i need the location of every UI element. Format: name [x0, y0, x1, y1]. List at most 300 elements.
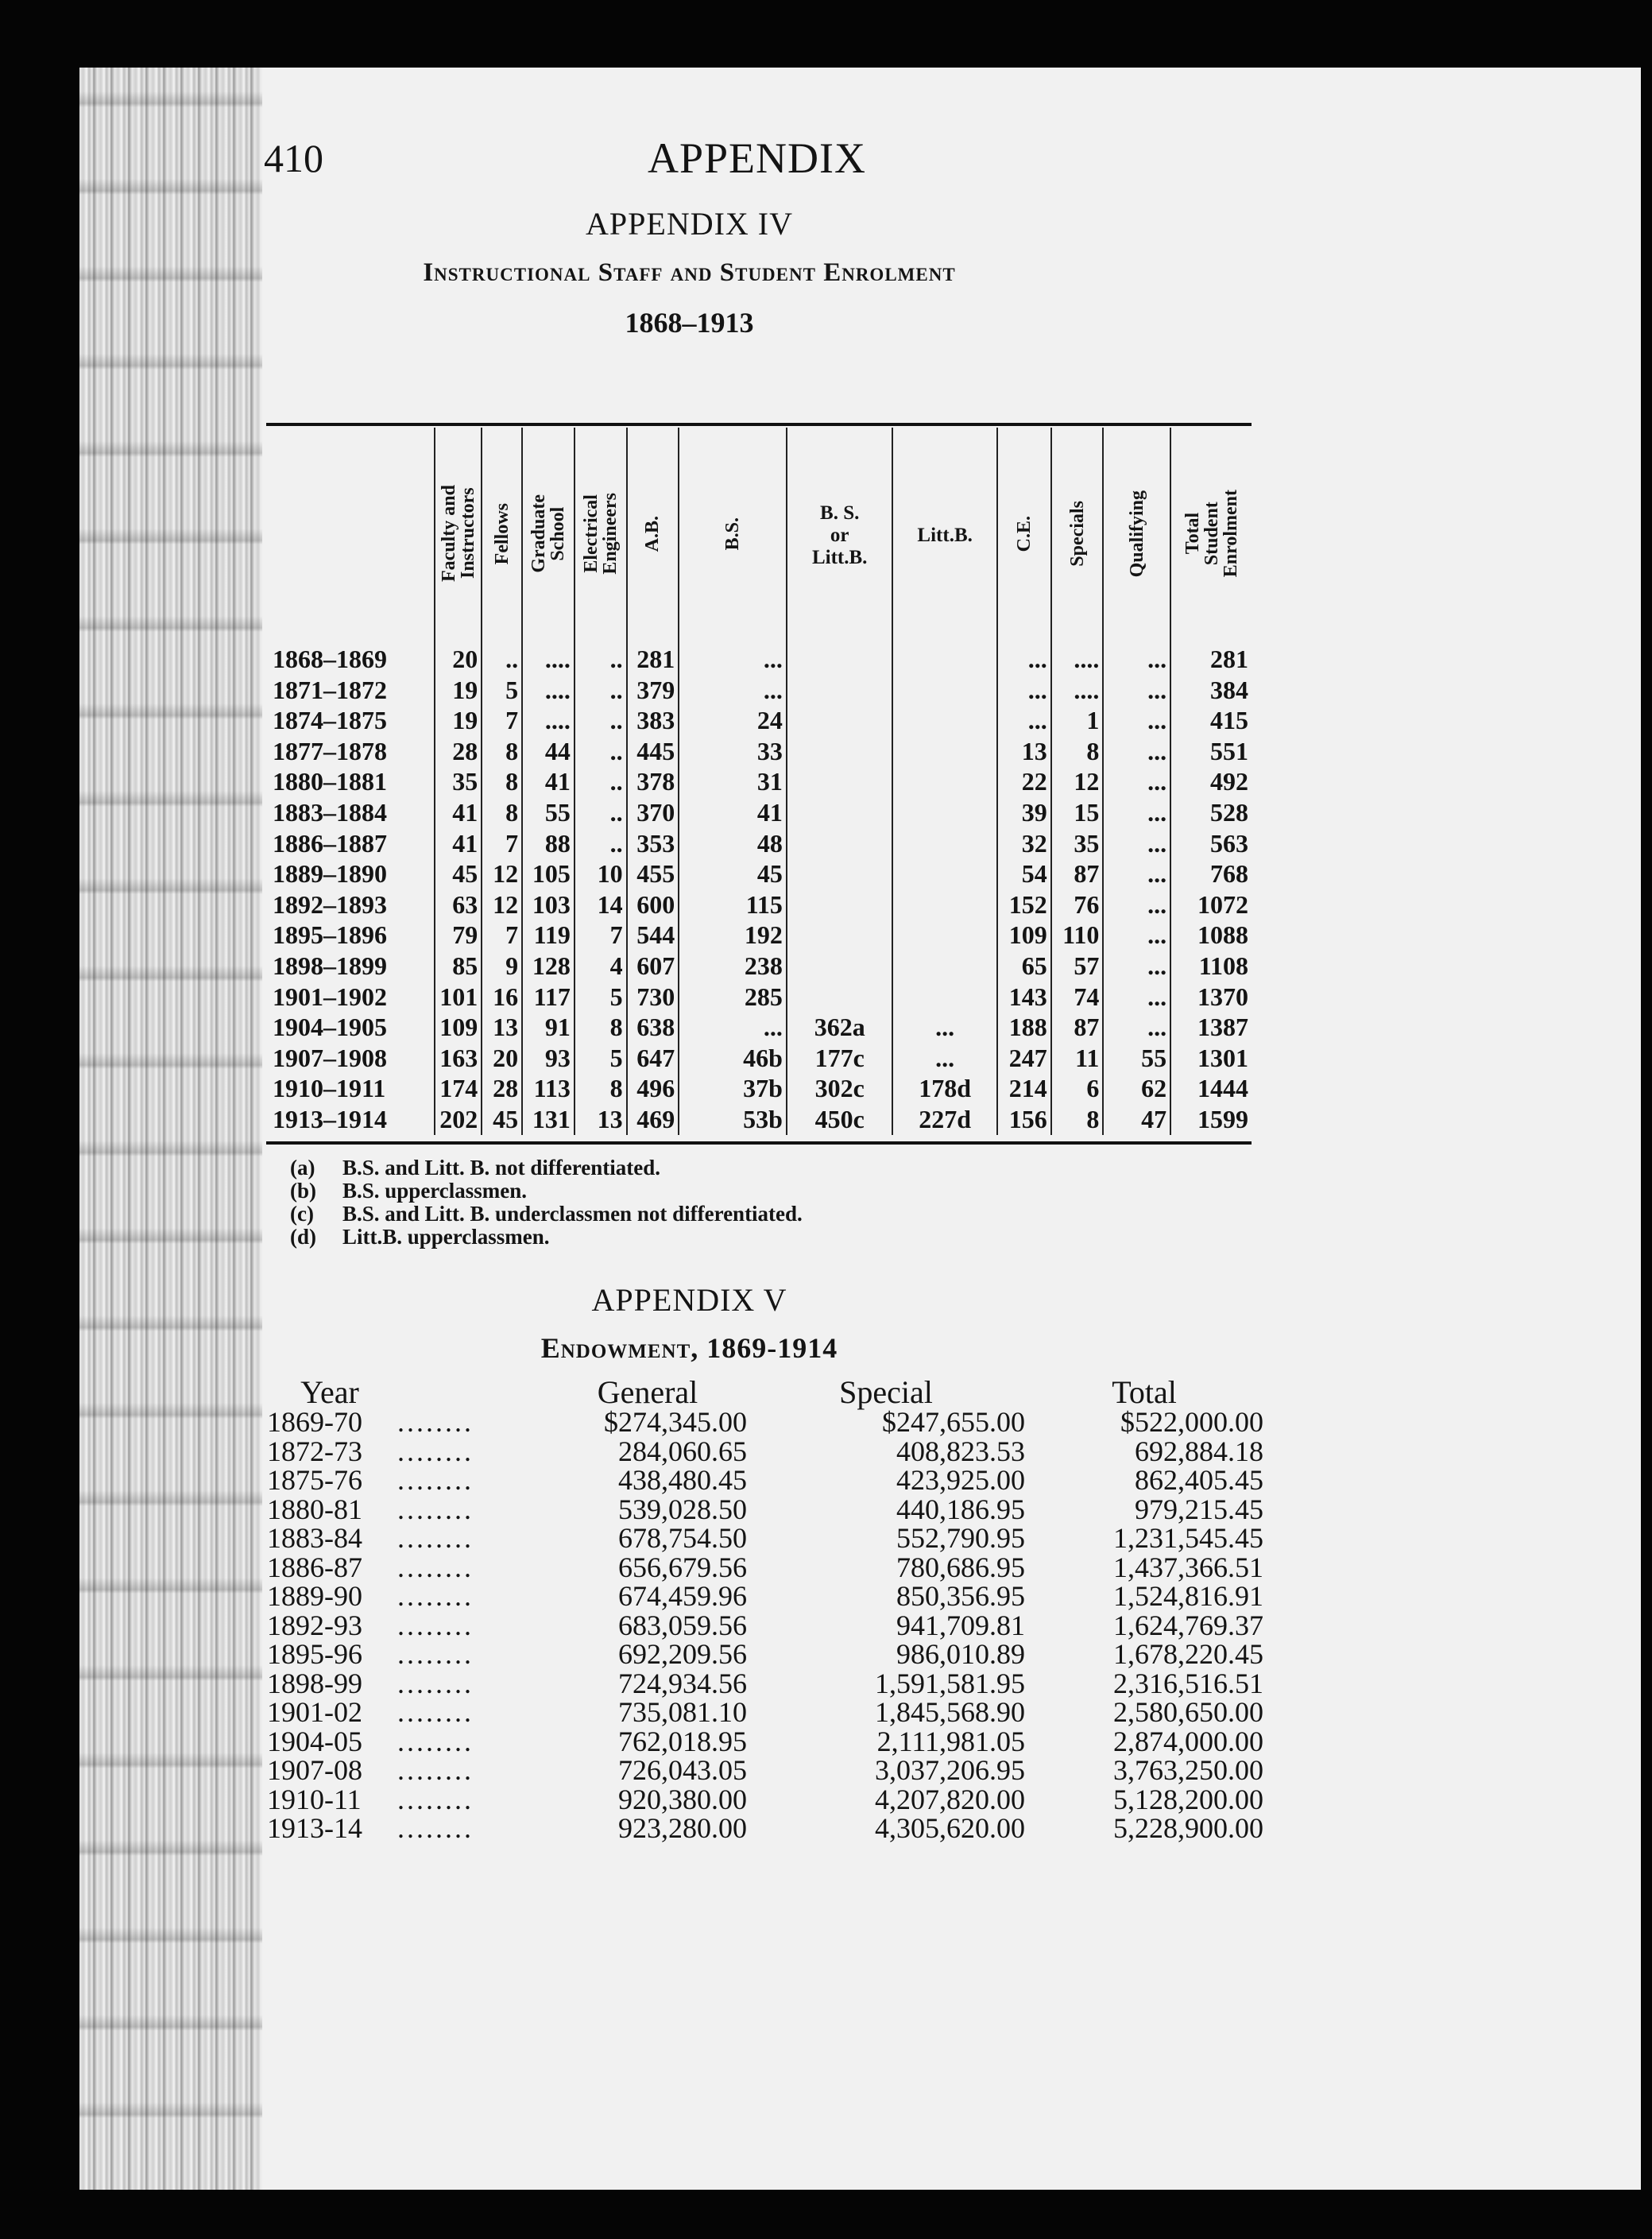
- dot-leader: ........: [397, 1812, 474, 1844]
- appendix-v-subtitle: Endowment, 1869-1914: [540, 1332, 838, 1364]
- dot-leader: ........: [397, 1609, 474, 1641]
- endowment-row: [262, 1785, 1263, 1815]
- enrolment-cell: 496: [627, 1073, 679, 1104]
- enrolment-cell: 15: [1051, 797, 1104, 828]
- enrolment-cell: 20: [435, 644, 482, 675]
- enrolment-cell: 1072: [1170, 889, 1252, 920]
- endowment-header-row: [262, 1377, 1263, 1408]
- special-cell: 3,037,206.95: [875, 1754, 1025, 1786]
- enrolment-column-header: [1170, 428, 1252, 644]
- enrolment-cell: ..: [575, 675, 627, 706]
- enrolment-cell: 178d: [892, 1073, 996, 1104]
- enrolment-cell: [787, 766, 893, 797]
- enrolment-cell: 44: [522, 736, 575, 767]
- academic-year-cell: 1883–1884: [273, 797, 387, 827]
- enrolment-cell: 22: [997, 766, 1051, 797]
- enrolment-row: [266, 705, 1252, 736]
- enrolment-cell: 57: [1051, 951, 1104, 982]
- general-cell: 438,480.45: [618, 1464, 747, 1496]
- total-cell: 2,580,650.00: [1113, 1696, 1263, 1728]
- enrolment-cell: 469: [627, 1104, 679, 1135]
- enrolment-cell: 109: [435, 1012, 482, 1043]
- enrolment-cell: ..: [575, 644, 627, 675]
- general-cell: 692,209.56: [618, 1638, 747, 1670]
- dot-leader: ........: [397, 1435, 474, 1467]
- enrolment-cell: 8: [575, 1073, 627, 1104]
- enrolment-column-header: [997, 428, 1051, 644]
- general-cell: 284,060.65: [618, 1435, 747, 1467]
- dot-leader: ........: [397, 1638, 474, 1670]
- enrolment-cell: [892, 982, 996, 1013]
- enrolment-cell: 383: [627, 705, 679, 736]
- enrolment-cell: 11: [1051, 1043, 1104, 1074]
- special-cell: 552,790.95: [896, 1522, 1025, 1554]
- enrolment-cell: 6: [1051, 1073, 1104, 1104]
- enrolment-cell: 143: [997, 982, 1051, 1013]
- academic-year-cell: 1886–1887: [273, 828, 387, 858]
- enrolment-cell: 247: [997, 1043, 1051, 1074]
- endowment-table: [262, 1374, 1263, 1844]
- enrolment-column-header: [1051, 428, 1104, 644]
- enrolment-cell: 13: [575, 1104, 627, 1135]
- academic-year-cell: 1904–1905: [273, 1013, 387, 1042]
- enrolment-cell: [787, 889, 893, 920]
- general-cell: 674,459.96: [618, 1580, 747, 1612]
- enrolment-cell: 12: [482, 858, 522, 889]
- enrolment-cell: ..: [482, 644, 522, 675]
- enrolment-cell: [892, 951, 996, 982]
- enrolment-column-header: B. S. or Litt.B.: [787, 428, 893, 644]
- enrolment-cell: 7: [482, 920, 522, 951]
- general-cell: 923,280.00: [618, 1812, 747, 1844]
- enrolment-cell: 35: [1051, 828, 1104, 859]
- dot-leader: ........: [397, 1522, 474, 1554]
- enrolment-row: [266, 920, 1252, 951]
- enrolment-cell: 415: [1170, 705, 1252, 736]
- enrolment-cell: [892, 889, 996, 920]
- column-header-text: B.S.: [722, 517, 744, 551]
- enrolment-header-row: [266, 428, 1252, 644]
- enrolment-cell: 28: [435, 736, 482, 767]
- enrolment-cell: 128: [522, 951, 575, 982]
- enrolment-cell: [787, 705, 893, 736]
- enrolment-cell: 87: [1051, 858, 1104, 889]
- enrolment-cell: 131: [522, 1104, 575, 1135]
- academic-year-cell: 1898–1899: [273, 951, 387, 980]
- endowment-column-header: [397, 1377, 548, 1408]
- year-cell: 1872-73: [267, 1435, 362, 1467]
- enrolment-cell: ...: [1103, 766, 1170, 797]
- footnote-text: B.S. and Litt. B. not differentiated.: [342, 1156, 661, 1180]
- enrolment-cell: 53b: [679, 1104, 787, 1135]
- endowment-row: [262, 1727, 1263, 1757]
- enrolment-cell: 19: [435, 705, 482, 736]
- appendix-iv-subtitle: Instructional Staff and Student Enrolment: [423, 258, 956, 287]
- total-cell: 1,231,545.45: [1113, 1522, 1263, 1554]
- endowment-row: [262, 1814, 1263, 1843]
- enrolment-cell: 227d: [892, 1104, 996, 1135]
- endowment-column-header: Total: [1112, 1374, 1177, 1410]
- dot-leader: ........: [397, 1406, 474, 1438]
- appendix-v-title: APPENDIX V: [591, 1282, 787, 1318]
- column-header-text: Qualifying: [1126, 490, 1147, 578]
- enrolment-cell: 492: [1170, 766, 1252, 797]
- enrolment-cell: 370: [627, 797, 679, 828]
- enrolment-cell: [787, 982, 893, 1013]
- footnote: [290, 1203, 803, 1226]
- enrolment-cell: 238: [679, 951, 787, 982]
- enrolment-cell: 528: [1170, 797, 1252, 828]
- enrolment-cell: 12: [1051, 766, 1104, 797]
- dot-leader: ........: [397, 1551, 474, 1583]
- enrolment-cell: 445: [627, 736, 679, 767]
- year-cell: 1892-93: [267, 1609, 362, 1641]
- special-cell: 986,010.89: [896, 1638, 1025, 1670]
- footnote-label: (a): [290, 1156, 315, 1180]
- enrolment-cell: 5: [575, 982, 627, 1013]
- enrolment-cell: 7: [482, 828, 522, 859]
- general-cell: 920,380.00: [618, 1783, 747, 1815]
- enrolment-cell: ....: [522, 675, 575, 706]
- enrolment-cell: [787, 644, 893, 675]
- endowment-row: [262, 1466, 1263, 1495]
- enrolment-column-header: [435, 428, 482, 644]
- enrolment-cell: 91: [522, 1012, 575, 1043]
- enrolment-cell: 105: [522, 858, 575, 889]
- enrolment-cell: ....: [1051, 644, 1104, 675]
- year-cell: 1895-96: [267, 1638, 362, 1670]
- enrolment-cell: 302c: [787, 1073, 893, 1104]
- enrolment-cell: 88: [522, 828, 575, 859]
- enrolment-cell: [787, 736, 893, 767]
- enrolment-cell: 174: [435, 1073, 482, 1104]
- enrolment-cell: 378: [627, 766, 679, 797]
- enrolment-cell: 156: [997, 1104, 1051, 1135]
- enrolment-cell: 285: [679, 982, 787, 1013]
- footnote-label: (c): [290, 1202, 314, 1226]
- enrolment-cell: 115: [679, 889, 787, 920]
- enrolment-cell: 600: [627, 889, 679, 920]
- enrolment-cell: 353: [627, 828, 679, 859]
- enrolment-cell: 4: [575, 951, 627, 982]
- enrolment-cell: 152: [997, 889, 1051, 920]
- enrolment-cell: 65: [997, 951, 1051, 982]
- enrolment-cell: 45: [482, 1104, 522, 1135]
- enrolment-row: [266, 889, 1252, 920]
- endowment-row: [262, 1582, 1263, 1611]
- general-cell: 656,679.56: [618, 1551, 747, 1583]
- enrolment-cell: 119: [522, 920, 575, 951]
- column-header-text: Faculty and Instructors: [438, 485, 478, 583]
- enrolment-row: [266, 1104, 1252, 1135]
- total-cell: $522,000.00: [1120, 1406, 1263, 1438]
- enrolment-cell: 41: [522, 766, 575, 797]
- enrolment-cell: 1387: [1170, 1012, 1252, 1043]
- enrolment-cell: 48: [679, 828, 787, 859]
- enrolment-cell: 63: [435, 889, 482, 920]
- enrolment-cell: [892, 797, 996, 828]
- dot-leader: ........: [397, 1580, 474, 1612]
- column-header-text: Electrical Engineers: [580, 493, 621, 575]
- footnotes: [290, 1156, 803, 1249]
- enrolment-cell: 20: [482, 1043, 522, 1074]
- enrolment-cell: 379: [627, 675, 679, 706]
- dot-leader: ........: [397, 1493, 474, 1525]
- footnote-text: B.S. upperclassmen.: [342, 1179, 528, 1203]
- enrolment-cell: [892, 858, 996, 889]
- appendix-iv-years: 1868–1913: [625, 307, 754, 339]
- enrolment-cell: [787, 675, 893, 706]
- enrolment-cell: 76: [1051, 889, 1104, 920]
- enrolment-cell: [892, 675, 996, 706]
- dot-leader: ........: [397, 1667, 474, 1699]
- enrolment-cell: ...: [1103, 828, 1170, 859]
- enrolment-cell: 28: [482, 1073, 522, 1104]
- year-cell: 1907-08: [267, 1754, 362, 1786]
- enrolment-cell: ....: [522, 705, 575, 736]
- special-cell: 1,591,581.95: [875, 1667, 1025, 1699]
- enrolment-cell: [892, 705, 996, 736]
- enrolment-cell: 281: [627, 644, 679, 675]
- enrolment-cell: [787, 951, 893, 982]
- year-cell: 1904-05: [267, 1725, 362, 1757]
- year-cell: 1898-99: [267, 1667, 362, 1699]
- year-cell: 1883-84: [267, 1522, 362, 1554]
- enrolment-cell: ...: [1103, 951, 1170, 982]
- enrolment-cell: 45: [679, 858, 787, 889]
- special-cell: 850,356.95: [896, 1580, 1025, 1612]
- enrolment-cell: 8: [1051, 736, 1104, 767]
- year-cell: 1889-90: [267, 1580, 362, 1612]
- academic-year-cell: 1910–1911: [273, 1074, 386, 1103]
- enrolment-cell: [787, 920, 893, 951]
- enrolment-cell: 1108: [1170, 951, 1252, 982]
- dot-leader: ........: [397, 1725, 474, 1757]
- enrolment-cell: ...: [1103, 705, 1170, 736]
- enrolment-cell: 117: [522, 982, 575, 1013]
- enrolment-cell: ..: [575, 828, 627, 859]
- footnote: [290, 1180, 803, 1203]
- enrolment-column-header: [679, 428, 787, 644]
- endowment-row: [262, 1640, 1263, 1669]
- enrolment-cell: 93: [522, 1043, 575, 1074]
- enrolment-cell: 16: [482, 982, 522, 1013]
- enrolment-cell: ...: [892, 1012, 996, 1043]
- enrolment-cell: ..: [575, 797, 627, 828]
- enrolment-row: [266, 644, 1252, 675]
- enrolment-cell: ..: [575, 736, 627, 767]
- enrolment-cell: [787, 828, 893, 859]
- total-cell: 1,678,220.45: [1113, 1638, 1263, 1670]
- footnote-text: Litt.B. upperclassmen.: [342, 1225, 550, 1249]
- endowment-row: [262, 1495, 1263, 1524]
- academic-year-cell: 1877–1878: [273, 736, 387, 765]
- enrolment-cell: ....: [522, 644, 575, 675]
- enrolment-cell: 37b: [679, 1073, 787, 1104]
- academic-year-cell: 1913–1914: [273, 1104, 387, 1133]
- endowment-row: [262, 1408, 1263, 1437]
- enrolment-cell: 109: [997, 920, 1051, 951]
- enrolment-cell: ...: [1103, 644, 1170, 675]
- enrolment-column-header: Litt.B.: [892, 428, 996, 644]
- enrolment-cell: 85: [435, 951, 482, 982]
- enrolment-cell: 188: [997, 1012, 1051, 1043]
- enrolment-cell: 13: [482, 1012, 522, 1043]
- academic-year-cell: 1895–1896: [273, 920, 387, 950]
- enrolment-cell: ...: [679, 1012, 787, 1043]
- book-spine-edge: [79, 68, 262, 2190]
- enrolment-cell: 54: [997, 858, 1051, 889]
- academic-year-cell: 1901–1902: [273, 982, 387, 1011]
- enrolment-cell: ...: [997, 675, 1051, 706]
- enrolment-cell: ...: [1103, 920, 1170, 951]
- enrolment-cell: 607: [627, 951, 679, 982]
- enrolment-cell: ...: [1103, 736, 1170, 767]
- enrolment-cell: 41: [435, 797, 482, 828]
- enrolment-cell: 281: [1170, 644, 1252, 675]
- total-cell: 979,215.45: [1135, 1493, 1263, 1525]
- enrolment-cell: [787, 858, 893, 889]
- general-cell: 539,028.50: [618, 1493, 747, 1525]
- enrolment-cell: 8: [482, 797, 522, 828]
- enrolment-cell: 19: [435, 675, 482, 706]
- total-cell: 2,874,000.00: [1113, 1725, 1263, 1757]
- enrolment-row: [266, 982, 1252, 1013]
- column-header-text: Fellows: [491, 502, 513, 565]
- general-cell: $274,345.00: [604, 1406, 747, 1438]
- footnote-text: B.S. and Litt. B. underclassmen not differentiated.: [342, 1202, 803, 1226]
- enrolment-cell: 202: [435, 1104, 482, 1135]
- enrolment-cell: 551: [1170, 736, 1252, 767]
- total-cell: 5,228,900.00: [1113, 1812, 1263, 1844]
- endowment-row: [262, 1611, 1263, 1641]
- academic-year-cell: 1871–1872: [273, 675, 387, 704]
- special-cell: 941,709.81: [896, 1609, 1025, 1641]
- enrolment-row: [266, 766, 1252, 797]
- table-top-rule: [266, 423, 1252, 426]
- enrolment-cell: ...: [679, 644, 787, 675]
- special-cell: 2,111,981.05: [876, 1725, 1025, 1757]
- enrolment-cell: 35: [435, 766, 482, 797]
- enrolment-table: [266, 428, 1252, 1135]
- enrolment-cell: 8: [482, 766, 522, 797]
- enrolment-cell: 46b: [679, 1043, 787, 1074]
- total-cell: 1,437,366.51: [1113, 1551, 1263, 1583]
- academic-year-cell: 1907–1908: [273, 1043, 387, 1072]
- enrolment-cell: 7: [575, 920, 627, 951]
- enrolment-cell: [892, 920, 996, 951]
- column-header-text: Total Student Enrolment: [1182, 490, 1241, 578]
- enrolment-cell: 455: [627, 858, 679, 889]
- enrolment-cell: 563: [1170, 828, 1252, 859]
- column-header-text: Graduate School: [528, 494, 568, 573]
- enrolment-cell: ...: [1103, 982, 1170, 1013]
- enrolment-cell: 33: [679, 736, 787, 767]
- endowment-row: [262, 1524, 1263, 1553]
- enrolment-cell: 87: [1051, 1012, 1104, 1043]
- enrolment-cell: ...: [1103, 858, 1170, 889]
- footnote-label: (d): [290, 1225, 316, 1249]
- enrolment-cell: 101: [435, 982, 482, 1013]
- enrolment-cell: ...: [1103, 1012, 1170, 1043]
- enrolment-cell: 163: [435, 1043, 482, 1074]
- enrolment-row: [266, 797, 1252, 828]
- enrolment-cell: 41: [435, 828, 482, 859]
- enrolment-cell: ...: [997, 644, 1051, 675]
- enrolment-cell: 13: [997, 736, 1051, 767]
- academic-year-cell: 1868–1869: [273, 645, 387, 673]
- enrolment-cell: [892, 644, 996, 675]
- enrolment-row: [266, 675, 1252, 706]
- enrolment-cell: 103: [522, 889, 575, 920]
- enrolment-cell: 32: [997, 828, 1051, 859]
- enrolment-cell: 24: [679, 705, 787, 736]
- enrolment-cell: 47: [1103, 1104, 1170, 1135]
- enrolment-row: [266, 858, 1252, 889]
- total-cell: 1,524,816.91: [1113, 1580, 1263, 1612]
- general-cell: 678,754.50: [618, 1522, 747, 1554]
- endowment-column-header: Special: [839, 1374, 933, 1410]
- enrolment-row: [266, 1012, 1252, 1043]
- enrolment-cell: 362a: [787, 1012, 893, 1043]
- academic-year-cell: 1892–1893: [273, 889, 387, 919]
- total-cell: 2,316,516.51: [1113, 1667, 1263, 1699]
- enrolment-cell: 1599: [1170, 1104, 1252, 1135]
- table-bottom-rule: [266, 1141, 1252, 1145]
- enrolment-cell: 5: [482, 675, 522, 706]
- dot-leader: ........: [397, 1696, 474, 1728]
- total-cell: 862,405.45: [1135, 1464, 1263, 1496]
- enrolment-cell: ..: [575, 766, 627, 797]
- academic-year-cell: 1874–1875: [273, 706, 387, 735]
- special-cell: 423,925.00: [896, 1464, 1025, 1496]
- enrolment-cell: ...: [1103, 889, 1170, 920]
- enrolment-cell: 1088: [1170, 920, 1252, 951]
- general-cell: 762,018.95: [618, 1725, 747, 1757]
- year-cell: 1886-87: [267, 1551, 362, 1583]
- enrolment-cell: 110: [1051, 920, 1104, 951]
- enrolment-cell: 544: [627, 920, 679, 951]
- enrolment-cell: [892, 736, 996, 767]
- year-cell: 1910-11: [267, 1783, 362, 1815]
- special-cell: 4,305,620.00: [875, 1812, 1025, 1844]
- enrolment-cell: 79: [435, 920, 482, 951]
- enrolment-cell: 8: [575, 1012, 627, 1043]
- enrolment-cell: 1370: [1170, 982, 1252, 1013]
- endowment-row: [262, 1553, 1263, 1582]
- enrolment-column-header: [522, 428, 575, 644]
- enrolment-cell: 10: [575, 858, 627, 889]
- appendix-iv-title: APPENDIX IV: [586, 206, 793, 242]
- special-cell: 1,845,568.90: [875, 1696, 1025, 1728]
- enrolment-cell: 177c: [787, 1043, 893, 1074]
- enrolment-cell: [892, 766, 996, 797]
- enrolment-cell: 39: [997, 797, 1051, 828]
- endowment-row: [262, 1756, 1263, 1785]
- enrolment-cell: ...: [679, 675, 787, 706]
- enrolment-cell: 214: [997, 1073, 1051, 1104]
- year-cell: 1869-70: [267, 1406, 362, 1438]
- enrolment-cell: 8: [1051, 1104, 1104, 1135]
- enrolment-row: [266, 1043, 1252, 1074]
- total-cell: 692,884.18: [1135, 1435, 1263, 1467]
- enrolment-cell: 450c: [787, 1104, 893, 1135]
- enrolment-cell: 192: [679, 920, 787, 951]
- endowment-column-header: Year: [300, 1374, 359, 1410]
- enrolment-cell: 41: [679, 797, 787, 828]
- enrolment-cell: 55: [1103, 1043, 1170, 1074]
- enrolment-cell: 14: [575, 889, 627, 920]
